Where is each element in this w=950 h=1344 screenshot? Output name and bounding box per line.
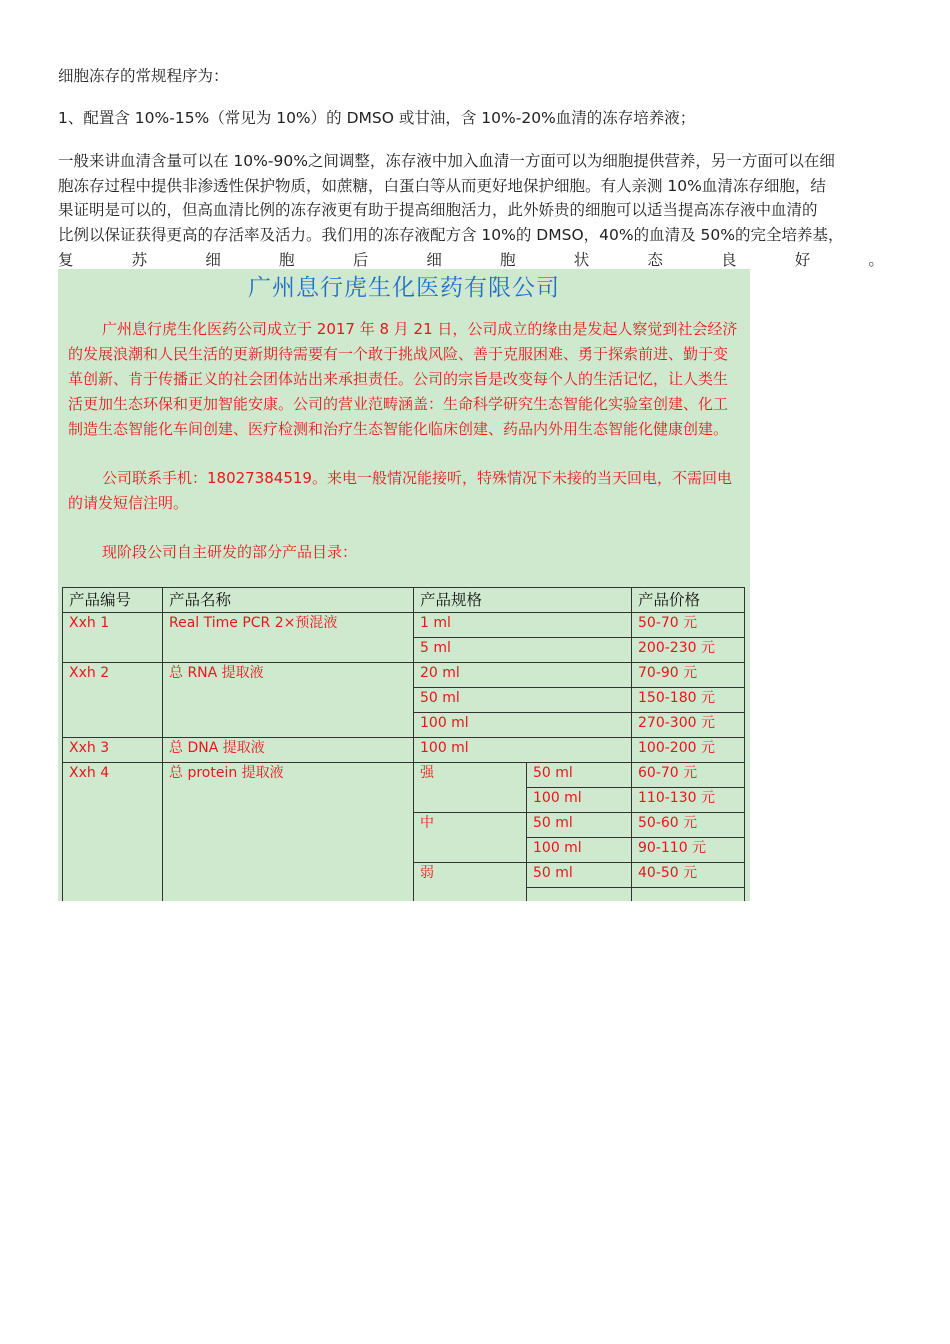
product-price: 150-180 元 [632, 688, 745, 713]
product-price: 40-50 元 [632, 863, 745, 888]
product-price: 110-130 元 [632, 788, 745, 813]
product-price: 60-70 元 [632, 763, 745, 788]
char: 状 [573, 251, 590, 269]
intro-text: 细胞冻存的常规程序为： [58, 67, 229, 85]
catalog-heading: 现阶段公司自主研发的部分产品目录： [102, 543, 358, 561]
product-price: 50-60 元 [632, 813, 745, 838]
product-price: 50-70 元 [632, 613, 745, 638]
product-spec: 50 ml [527, 763, 632, 788]
product-grade: 强 [414, 763, 527, 813]
char: 苏 [131, 251, 148, 269]
body-paragraph [58, 149, 900, 247]
product-name: 总 RNA 提取液 [163, 663, 414, 738]
table-row [63, 613, 745, 638]
product-price: 90-110 元 [632, 838, 745, 863]
char: 胞 [279, 251, 295, 269]
product-spec: 50 ml [527, 863, 632, 888]
product-spec: 50 ml [414, 688, 632, 713]
char: 。 [868, 251, 884, 269]
product-price: 70-90 元 [632, 663, 745, 688]
product-spec [527, 888, 632, 902]
header-name: 产品名称 [163, 588, 414, 613]
body-line: 果证明是可以的，但高血清比例的冻存液更有助于提高细胞活力，此外娇贵的细胞可以适当提高冻存液中血清的 [58, 201, 818, 219]
product-spec: 20 ml [414, 663, 632, 688]
table-row [63, 738, 745, 763]
product-code: Xxh 2 [63, 663, 163, 738]
product-price: 270-300 元 [632, 713, 745, 738]
product-price: 200-230 元 [632, 638, 745, 663]
table-header-row [63, 588, 745, 613]
char: 好 [794, 251, 811, 269]
product-name: Real Time PCR 2×预混液 [163, 613, 414, 663]
table-row [63, 763, 745, 788]
body-line: 胞冻存过程中提供非渗透性保护物质，如蔗糖，白蛋白等从而更好地保护细胞。有人亲测 10%血清冻存细胞，结 [58, 176, 826, 195]
company-contact: 公司联系手机：18027384519。来电一般情况能接听，特殊情况下未接的当天回电，不需回电的请发短信注明。 [68, 469, 732, 512]
char: 胞 [500, 251, 516, 269]
product-table [62, 587, 745, 901]
product-spec: 100 ml [527, 788, 632, 813]
product-grade: 弱 [414, 863, 527, 902]
product-spec: 1 ml [414, 613, 632, 638]
body-line: 一般来讲血清含量可以在 10%-90%之间调整，冻存液中加入血清一方面可以为细胞提供营养，另一方面可以在细 [58, 152, 835, 170]
company-name: 广州息行虎生化医药有限公司 [248, 275, 560, 301]
product-spec: 100 ml [527, 838, 632, 863]
company-about: 广州息行虎生化医药公司成立于 2017 年 8 月 21 日，公司成立的缘由是发起人察觉到社会经济的发展浪潮和人民生活的更新期待需要有一个敢于挑战风险、善于克服困难、勇于探索前进、勤于变革创新、肯于传播正义的社会团体站出来承担责任。公司的宗旨是改变每个人的生活记忆，让人类生活更加生态环保和更加智能安康。公司的营业范畴涵盖：生命科学研究生态智能化实验室创建、化工制造生态智能化车间创建、医疗检测和治疗生态智能化临床创建、药品内外用生态智能化健康创建。 [68, 320, 738, 438]
product-name: 总 protein 提取液 [163, 763, 414, 902]
char: 态 [647, 251, 663, 269]
product-price: 100-200 元 [632, 738, 745, 763]
product-code: Xxh 1 [63, 613, 163, 663]
product-grade: 中 [414, 813, 527, 863]
char: 良 [721, 251, 737, 269]
product-code: Xxh 4 [63, 763, 163, 902]
header-code: 产品编号 [63, 588, 163, 613]
product-spec: 100 ml [414, 738, 632, 763]
table-row [63, 663, 745, 688]
char: 复 [58, 251, 74, 269]
char: 细 [205, 251, 221, 269]
product-code: Xxh 3 [63, 738, 163, 763]
header-price: 产品价格 [632, 588, 745, 613]
char: 细 [426, 251, 442, 269]
body-line: 比例以保证获得更高的存活率及活力。我们用的冻存液配方含 10%的 DMSO，40%的血清及 50%的完全培养基， [58, 225, 844, 244]
product-spec: 5 ml [414, 638, 632, 663]
product-spec: 50 ml [527, 813, 632, 838]
step-1-text: 1、配置含 10%-15%（常见为 10%）的 DMSO 或甘油，含 10%-20%血清的冻存培养液； [58, 109, 696, 127]
header-spec: 产品规格 [414, 588, 632, 613]
product-price [632, 888, 745, 902]
product-name: 总 DNA 提取液 [163, 738, 414, 763]
product-spec: 100 ml [414, 713, 632, 738]
company-ad-banner [58, 269, 750, 901]
char: 后 [352, 251, 369, 269]
